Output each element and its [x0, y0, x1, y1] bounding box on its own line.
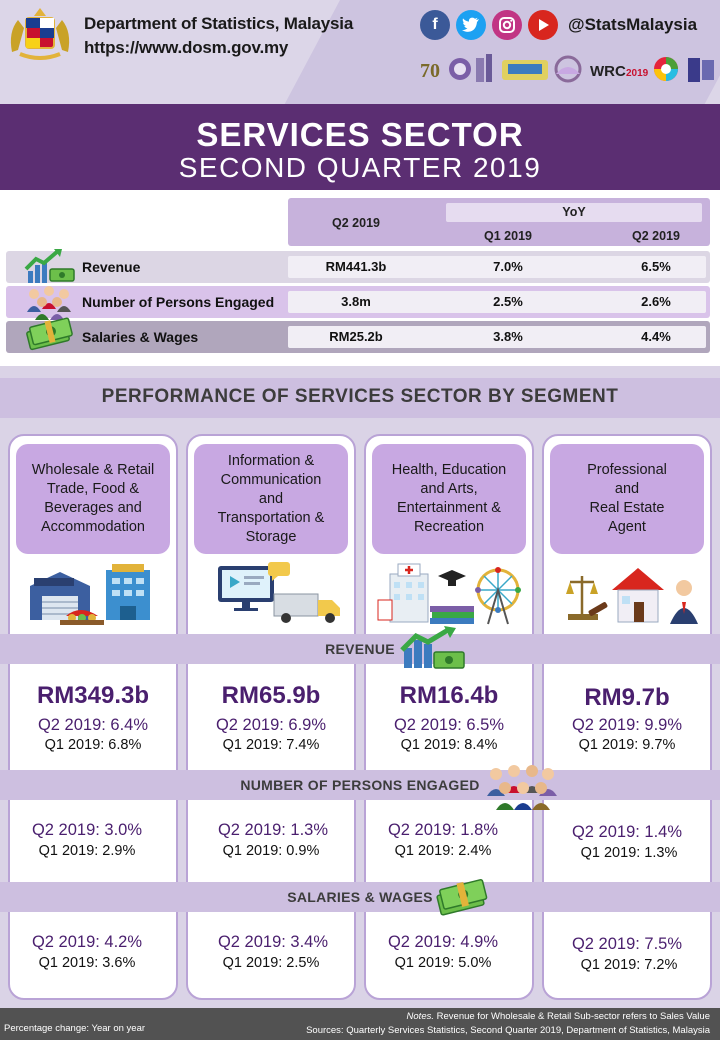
facebook-icon[interactable]: f: [420, 10, 450, 40]
segment-name-line: Trade, Food &: [46, 481, 140, 497]
cell-revenue-q2: RM441.3b: [325, 259, 387, 274]
performance-title: PERFORMANCE OF SERVICES SECTOR BY SEGMENT: [101, 386, 619, 407]
social-bar: [420, 10, 697, 40]
revenue-q1-health: Q1 2019: 8.4%: [400, 737, 498, 753]
segment-name-line: Recreation: [413, 519, 485, 535]
overview-row-revenue: [6, 251, 710, 283]
segment-name-line: Storage: [245, 528, 297, 545]
title-band: [0, 104, 720, 190]
page-subtitle: SECOND QUARTER 2019: [178, 152, 542, 183]
footer-notes-text: Revenue for Wholesale & Retail Sub-sector refers to Sales Value: [434, 1011, 710, 1022]
footer-notes: [407, 1011, 710, 1022]
salaries-q2-information: Q2 2019: 3.4%: [217, 933, 329, 951]
footer-notes-prefix: Notes.: [406, 1011, 434, 1022]
revenue-value-wholesale: RM349.3b: [36, 682, 150, 709]
segment-name-line: Communication: [220, 471, 322, 488]
revenue-q2-information: Q2 2019: 6.9%: [215, 716, 327, 734]
col-header-q2: Q2 2019: [332, 216, 380, 230]
persons-q2-wholesale: Q2 2019: 3.0%: [31, 821, 143, 839]
row-label-salaries: Salaries & Wages: [82, 329, 199, 345]
cell-revenue-yoy-q2: 6.5%: [641, 259, 671, 274]
cell-salaries-q2: RM25.2b: [329, 329, 383, 344]
segment-name-line: Agent: [608, 519, 646, 535]
persons-band-label: NUMBER OF PERSONS ENGAGED: [240, 777, 480, 793]
segment-name-line: and: [614, 481, 640, 497]
segment-name-professional: [550, 444, 704, 554]
cell-revenue-yoy-q1: 7.0%: [493, 259, 523, 274]
segment-name-line: Wholesale & Retail: [31, 462, 155, 478]
salaries-q2-wholesale: Q2 2019: 4.2%: [31, 933, 143, 951]
revenue-value-professional: RM9.7b: [584, 684, 670, 711]
segment-name-line: Entertainment &: [397, 500, 501, 516]
segment-name-line: Beverages and: [44, 500, 142, 516]
cell-persons-q2: 3.8m: [341, 294, 371, 309]
persons-q2-health: Q2 2019: 1.8%: [387, 821, 499, 839]
persons-q1-professional: Q1 2019: 1.3%: [580, 845, 678, 861]
row-cells-salaries: [288, 326, 706, 348]
segment-name-wholesale: [16, 444, 170, 554]
rising-chart-money-icon: [22, 247, 76, 285]
segment-name-line: Accommodation: [41, 519, 145, 535]
revenue-band-label: REVENUE: [325, 641, 395, 657]
coat-of-arms-icon: [6, 6, 74, 60]
cell-salaries-yoy-q1: 3.8%: [493, 329, 523, 344]
hospital-books-ferris-wheel-icon: [376, 560, 526, 626]
rising-chart-money-icon: [400, 626, 466, 670]
revenue-q1-information: Q1 2019: 7.4%: [222, 737, 320, 753]
segment-name-line: and: [258, 490, 284, 507]
people-group-icon: [484, 762, 560, 810]
salaries-q1-health: Q1 2019: 5.0%: [394, 955, 492, 971]
segment-name-line: Health, Education: [391, 462, 507, 478]
col-header-yoy-q2: Q2 2019: [632, 229, 680, 243]
salaries-band-label: SALARIES & WAGES: [287, 889, 433, 905]
overview-table-header: [288, 198, 710, 246]
persons-q1-health: Q1 2019: 2.4%: [394, 843, 492, 859]
page-title: SERVICES SECTOR: [196, 116, 524, 153]
footer-percentage-note: Percentage change: Year on year: [4, 1023, 146, 1034]
salaries-q1-wholesale: Q1 2019: 3.6%: [38, 955, 136, 971]
footer: [0, 1008, 720, 1040]
segment-name-line: Real Estate: [589, 500, 665, 516]
revenue-q1-professional: Q1 2019: 9.7%: [578, 737, 676, 753]
instagram-icon[interactable]: [492, 10, 522, 40]
salaries-q1-professional: Q1 2019: 7.2%: [580, 957, 678, 973]
cell-persons-yoy-q2: 2.6%: [641, 294, 671, 309]
logo-wrc-text: WRC: [590, 63, 626, 80]
persons-q2-professional: Q2 2019: 1.4%: [571, 823, 683, 841]
footer-sources: Sources: Quarterly Services Statistics, Second Quarter 2019, Department of Statistics, Malaysia: [306, 1025, 710, 1036]
revenue-q2-professional: Q2 2019: 9.9%: [571, 716, 683, 734]
revenue-q2-wholesale: Q2 2019: 6.4%: [37, 716, 149, 734]
twitter-icon[interactable]: [456, 10, 486, 40]
money-stack-icon: [432, 878, 490, 918]
segment-name-line: Transportation &: [217, 509, 325, 526]
scales-house-agent-icon: [554, 560, 704, 626]
col-header-yoy-q1: Q1 2019: [484, 229, 532, 243]
logo-70-text: 70: [420, 60, 440, 82]
warehouse-hotel-icon: [20, 560, 170, 626]
overview-row-persons: [6, 286, 710, 318]
row-cells-revenue: [288, 256, 706, 278]
partner-logos-strip: [416, 52, 716, 86]
header: [0, 0, 720, 104]
revenue-q1-wholesale: Q1 2019: 6.8%: [44, 737, 142, 753]
revenue-value-information: RM65.9b: [221, 682, 321, 709]
social-handle: @StatsMalaysia: [568, 15, 698, 34]
persons-q1-information: Q1 2019: 0.9%: [222, 843, 320, 859]
youtube-icon[interactable]: [528, 10, 558, 40]
segment-name-line: Professional: [587, 462, 667, 478]
persons-q1-wholesale: Q1 2019: 2.9%: [38, 843, 136, 859]
row-label-revenue: Revenue: [82, 259, 141, 275]
row-label-persons: Number of Persons Engaged: [82, 294, 275, 310]
cell-salaries-yoy-q2: 4.4%: [641, 329, 671, 344]
revenue-q2-health: Q2 2019: 6.5%: [393, 716, 505, 734]
people-group-icon: [22, 282, 76, 320]
segment-name-information: [194, 444, 348, 554]
salaries-q2-professional: Q2 2019: 7.5%: [571, 935, 683, 953]
segment-name-line: and Arts,: [420, 481, 478, 497]
overview-row-salaries: [6, 321, 710, 353]
salaries-q2-health: Q2 2019: 4.9%: [387, 933, 499, 951]
row-cells-persons: [288, 291, 706, 313]
revenue-value-health: RM16.4b: [399, 682, 499, 709]
col-header-yoy: YoY: [446, 203, 702, 222]
segment-name-health: [372, 444, 526, 554]
money-stack-icon: [22, 317, 76, 355]
org-url-link[interactable]: https://www.dosm.gov.my: [84, 38, 289, 57]
salaries-q1-information: Q1 2019: 2.5%: [222, 955, 320, 971]
logo-2019-text: 2019: [626, 68, 649, 79]
cell-persons-yoy-q1: 2.5%: [493, 294, 523, 309]
segment-name-line: Information &: [227, 452, 315, 469]
org-name: Department of Statistics, Malaysia: [84, 14, 354, 33]
persons-q2-information: Q2 2019: 1.3%: [217, 821, 329, 839]
computer-truck-icon: [198, 560, 348, 626]
